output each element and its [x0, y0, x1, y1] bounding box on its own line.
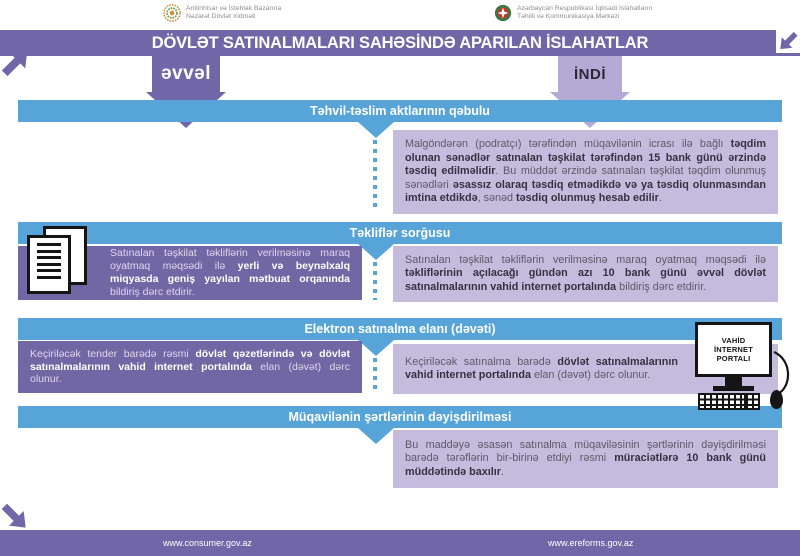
title-bar [0, 30, 800, 56]
logo-right [494, 4, 652, 22]
down-arrow-icon [358, 122, 394, 138]
section-header-4: Müqavilənin şərtlərinin dəyişdirilməsi [18, 406, 782, 428]
computer-icon [690, 320, 795, 410]
now-box-2 [393, 246, 778, 302]
now-box-4-text: Bu maddəyə əsasən satınalma müqaviləsinin şərtlərinin dəyişdirilməsi barədə tərəflərin bir-birinə etdiyi rəsmi müraciətlərə 10 bank günü müddətində baxılır. [405, 438, 766, 478]
now-box-3-text: Keçiriləcək satınalma barədə dövlət satınalmalarının vahid internet portalında elan (dəvət) dərc olunur. [405, 355, 678, 381]
corner-arrow-ne-icon [1, 45, 31, 79]
dotted-connector [373, 140, 377, 210]
mouse-icon [770, 390, 783, 409]
corner-arrow-se-icon [0, 501, 30, 533]
monitor-stand [725, 377, 742, 386]
down-arrow-icon [358, 244, 394, 260]
state-consumer-service-emblem-icon [163, 4, 181, 22]
now-box-1-text: Malgöndərən (podratçı) tərəfindən müqavilənin icrası ilə bağlı təqdim olunan sənədlər satınalan təşkilat tərəfindən 15 bank günü ərzində təsdiq edilməlidir. Bu müddət ərzində satınalan təşkilat təqdim olunmuş sənədləri əsassız olaraq təsdiq etmədikdə və ya təsdiq olunmasından imtina etdikdə, sənəd təsdiq olunmuş hesab edilir. [405, 138, 766, 205]
keyboard-icon [698, 393, 760, 410]
down-arrow-icon [358, 340, 394, 356]
now-box-1 [393, 130, 778, 214]
now-label: İNDİ [574, 65, 606, 83]
footer-url-consumer[interactable]: www.consumer.gov.az [163, 538, 252, 548]
portal-monitor-icon: VAHİD İNTERNET PORTALI [695, 322, 772, 377]
logo-right-text: Azərbaycan Respublikası İqtisadi İslahatların Təhlili və Kommunikasiya Mərkəzi [517, 4, 653, 20]
economic-reforms-center-emblem-icon [494, 4, 512, 22]
dotted-connector [373, 262, 377, 300]
corner-arrow-sw-icon [776, 30, 800, 53]
down-arrow-icon [358, 428, 394, 444]
section-header-3: Elektron satınalma elanı (dəvəti) [18, 318, 782, 340]
now-box-4 [393, 430, 778, 488]
logo-left [163, 4, 281, 22]
page-title: DÖVLƏT SATINALMALARI SAHƏSİNDƏ APARILAN İSLAHATLAR [151, 33, 649, 52]
before-box-3-text: Keçiriləcək tender barədə rəsmi dövlət qəzetlərində və dövlət satınalmalarının vahid internet portalında elan (dəvət) dərc olunur. [30, 347, 350, 386]
monitor-base [713, 386, 754, 391]
section-header-2: Təkliflər sorğusu [18, 222, 782, 244]
section-header-1: Təhvil-təslim aktlarının qəbulu [18, 100, 782, 122]
documents-icon [27, 226, 91, 300]
before-box-3 [18, 341, 362, 393]
document-page-front [27, 235, 71, 294]
before-box-2-text: Satınalan təşkilat təkliflərin verilməsinə maraq oyatmaq məqsədi ilə yerli və beynəlxalq miqyasda geniş yayılan mətbuat orqanında bildiriş dərc etdirir. [110, 247, 350, 298]
dotted-connector [373, 358, 377, 392]
footer-bar [0, 530, 800, 556]
footer-url-ereforms[interactable]: www.ereforms.gov.az [548, 538, 634, 548]
corner-arrow-sw-box [776, 30, 800, 53]
before-label: əvvəl [160, 63, 212, 84]
logo-left-text: Antiinhisar və İstehlak Bazarına Nəzarət Dövlət Xidməti [186, 4, 282, 20]
now-box-2-text: Satınalan təşkilat təkliflərin verilməsinə maraq oyatmaq məqsədi ilə təkliflərinin açılacağı gündən azı 10 bank günü əvvəl dövlət satınalmalarının vahid internet portalında bildiriş dərc etdirir. [405, 253, 766, 293]
